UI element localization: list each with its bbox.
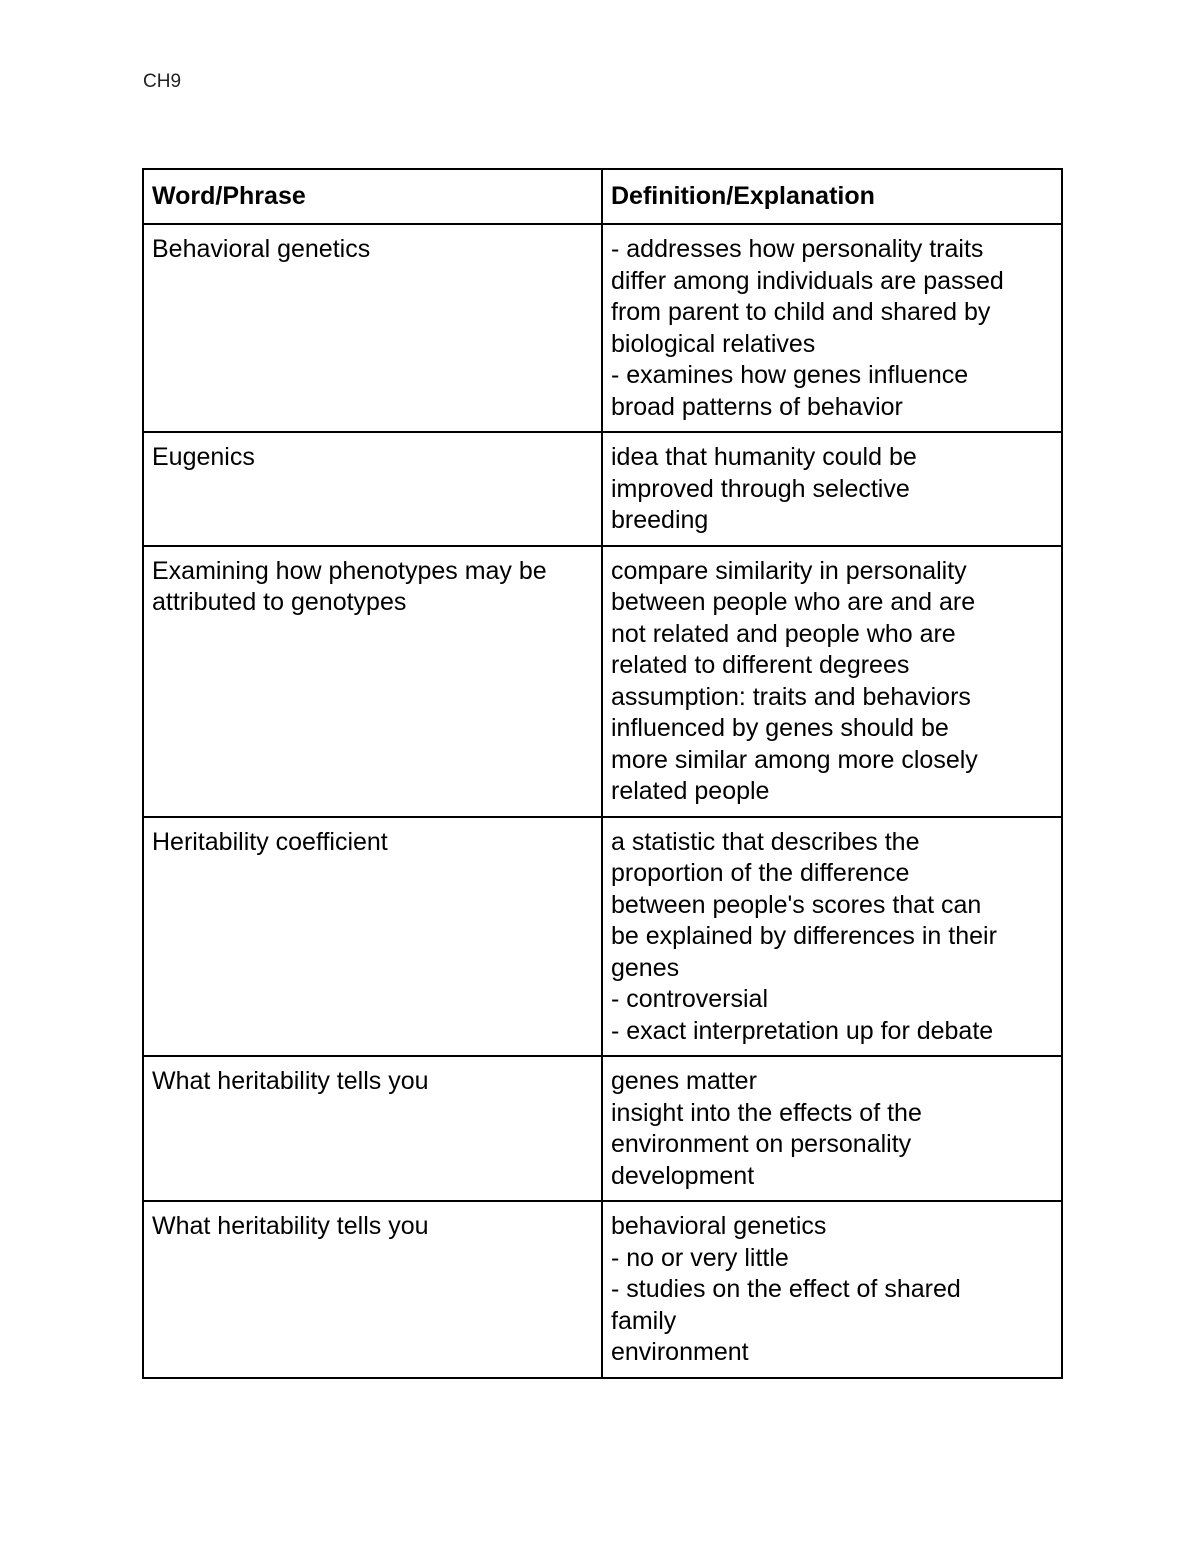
definition-cell [602,1201,1062,1378]
definition-line: a statistic that describes the [611,827,920,856]
glossary-table [142,168,1063,1379]
definition-line: environment [611,1338,749,1366]
definition-line: family [611,1306,677,1335]
term-line: Examining how phenotypes may be [152,556,547,585]
term-cell [143,224,602,432]
term-line: Heritability coefficient [152,827,388,856]
definition-line: - examines how genes influence [611,361,969,389]
definition-cell [602,1056,1062,1201]
definition-line: - controversial [611,985,768,1013]
term-cell [143,817,602,1057]
term-cell [143,432,602,546]
definition-line: proportion of the difference [611,859,910,887]
definition-line: environment on personality [611,1130,912,1158]
document-title: CH9 [143,71,182,92]
definition-line: - addresses how personality traits [611,235,984,263]
definition-line: more similar among more closely [611,745,978,774]
definition-line: - exact interpretation up for debate [611,1016,994,1045]
definition-cell [602,224,1062,432]
definition-line: idea that humanity could be [611,443,917,471]
definition-line: compare similarity in personality [611,556,967,585]
table-row [143,432,1062,546]
table-row [143,1201,1062,1378]
table-row [143,1056,1062,1201]
definition-line: be explained by differences in their [611,922,997,950]
definition-line: related to different degrees [611,651,910,679]
table-row [143,817,1062,1057]
term-line: Behavioral genetics [152,235,371,263]
definition-line: related people [611,777,770,805]
definition-line: - no or very little [611,1243,789,1272]
definition-line: not related and people who are [611,619,956,648]
definition-line: between people's scores that can [611,890,982,919]
table-header-row [143,169,1062,224]
definition-line: breeding [611,506,709,534]
term-cell [143,546,602,817]
definition-line: from parent to child and shared by [611,298,991,326]
term-line: What heritability tells you [152,1212,429,1240]
definition-line: insight into the effects of the [611,1098,922,1127]
definition-line: differ among individuals are passed [611,266,1004,295]
definition-cell [602,432,1062,546]
definition-line: biological relatives [611,329,816,358]
definition-line: influenced by genes should be [611,714,949,742]
column-header-term: Word/Phrase [143,169,602,224]
definition-line: between people who are and are [611,588,976,616]
definition-line: genes matter [611,1067,757,1095]
definition-line: genes [611,953,680,982]
term-line: What heritability tells you [152,1067,429,1095]
definition-cell [602,817,1062,1057]
table-row [143,224,1062,432]
term-line: Eugenics [152,443,255,471]
definition-line: assumption: traits and behaviors [611,682,971,711]
definition-line: - studies on the effect of shared [611,1275,961,1303]
definition-cell [602,546,1062,817]
table-row [143,546,1062,817]
term-line: attributed to genotypes [152,588,407,616]
definition-line: behavioral genetics [611,1212,827,1240]
definition-line: development [611,1161,755,1190]
term-cell [143,1056,602,1201]
column-header-definition: Definition/Explanation [602,169,1062,224]
term-cell [143,1201,602,1378]
definition-line: improved through selective [611,474,910,503]
definition-line: broad patterns of behavior [611,392,903,421]
